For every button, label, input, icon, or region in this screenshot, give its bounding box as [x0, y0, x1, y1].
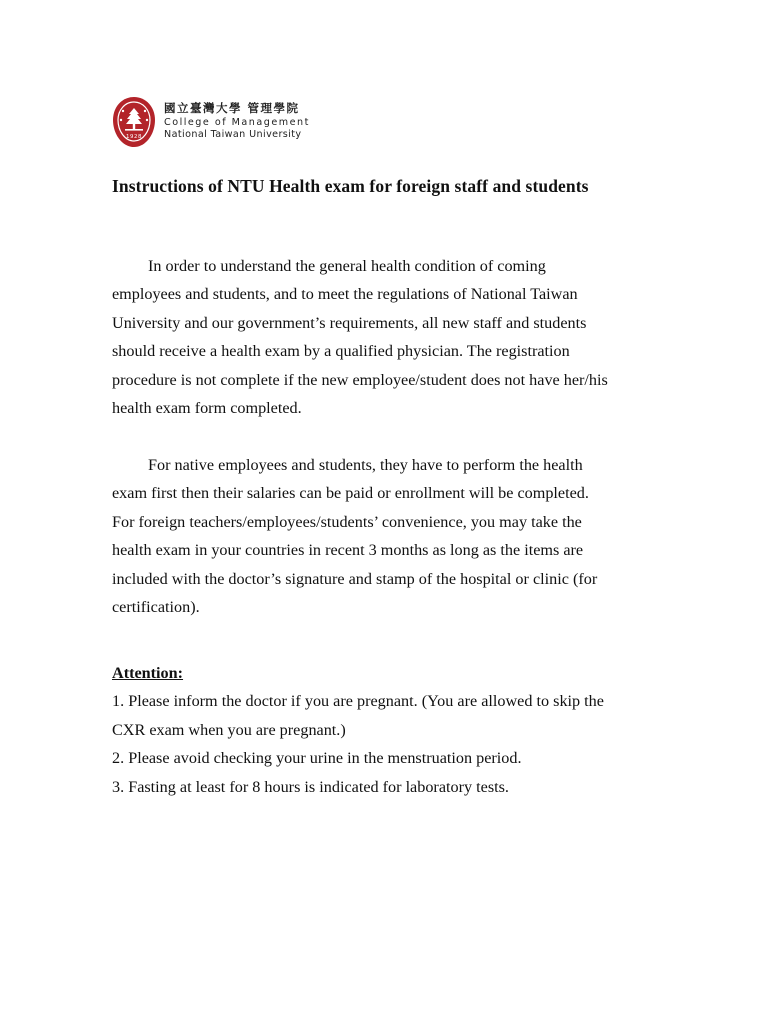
text-line: University and our government’s requirements, all new staff and students	[112, 313, 587, 332]
text-line: certification).	[112, 598, 200, 617]
document-title: Instructions of NTU Health exam for foreign staff and students	[112, 176, 589, 196]
text-line: exam first then their salaries can be paid or enrollment will be completed.	[112, 484, 589, 503]
text-line: included with the doctor’s signature and stamp of the hospital or clinic (for	[112, 569, 598, 588]
text-line: For foreign teachers/employees/students’ convenience, you may take the	[112, 512, 582, 531]
logo-college-name: College of Management	[164, 117, 310, 128]
attention-heading: Attention:	[112, 664, 184, 682]
college-logo	[112, 96, 312, 148]
text-line: For native employees and students, they have to perform the health	[148, 456, 583, 474]
logo-university-name: National Taiwan University	[164, 129, 302, 140]
seal-year: 1928	[125, 134, 143, 140]
ntu-seal-icon	[112, 96, 156, 148]
attention-item: 2. Please avoid checking your urine in the menstruation period.	[112, 749, 522, 768]
attention-item: CXR exam when you are pregnant.)	[112, 720, 346, 739]
logo-text-block	[164, 101, 310, 141]
logo-chinese-name: 國立臺灣大學 管理學院	[164, 101, 300, 115]
paragraph-intro	[112, 252, 672, 422]
text-line: should receive a health exam by a qualified physician. The registration	[112, 342, 570, 361]
text-line: health exam in your countries in recent 3 months as long as the items are	[112, 541, 584, 560]
attention-item: 1. Please inform the doctor if you are pregnant. (You are allowed to skip the	[112, 692, 604, 711]
text-line: In order to understand the general health condition of coming	[148, 257, 546, 275]
attention-item: 3. Fasting at least for 8 hours is indicated for laboratory tests.	[112, 777, 509, 796]
text-line: health exam form completed.	[112, 399, 302, 418]
paragraph-foreign-staff	[112, 451, 672, 621]
attention-section	[112, 659, 672, 801]
text-line: procedure is not complete if the new employee/student does not have her/his	[112, 370, 608, 389]
text-line: employees and students, and to meet the regulations of National Taiwan	[112, 285, 578, 304]
